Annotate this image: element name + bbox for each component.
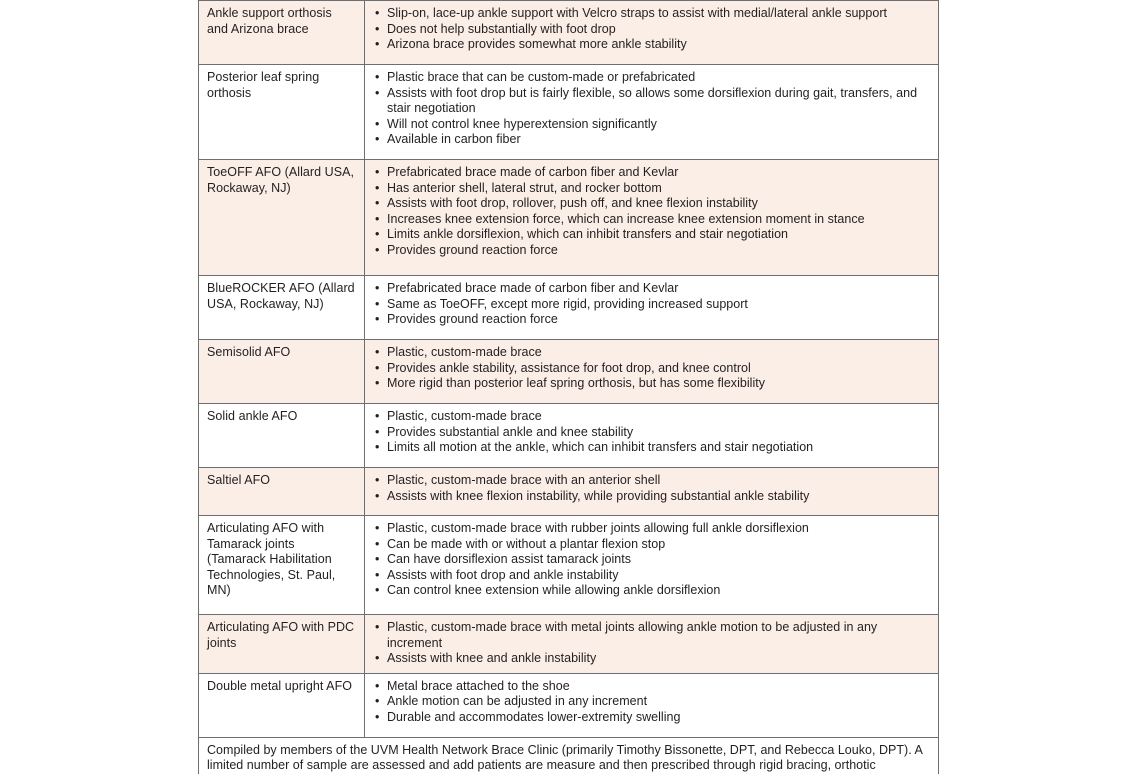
bullet-item <box>373 86 930 117</box>
device-name: Articulating AFO with PDC joints <box>207 620 355 650</box>
bullet-text: Arizona brace provides somewhat more ankle stability <box>387 37 687 52</box>
device-name: Articulating AFO with Tamarack joints (Tamarack Habilitation Technologies, St. Paul, MN) <box>207 521 336 597</box>
bullet-item <box>373 212 930 228</box>
device-name: Saltiel AFO <box>207 473 271 487</box>
bullet-item <box>373 694 930 710</box>
bullet-text: Plastic, custom-made brace with rubber joints allowing full ankle dorsiflexion <box>387 521 809 535</box>
device-cell <box>199 65 365 160</box>
bullet-dot-icon: • <box>375 694 380 709</box>
bullet-text: Will not control knee hyperextension significantly <box>387 116 657 131</box>
bullet-item <box>373 552 930 568</box>
table-row <box>199 673 939 737</box>
bullet-item <box>373 710 930 726</box>
description-cell <box>365 160 939 276</box>
bullet-dot-icon: • <box>375 21 380 36</box>
device-cell <box>199 276 365 340</box>
bullet-item <box>373 376 930 392</box>
device-cell <box>199 673 365 737</box>
table-row <box>199 340 939 404</box>
description-bullet-list <box>373 70 930 148</box>
bullet-item <box>373 651 930 667</box>
description-bullet-list <box>373 409 930 456</box>
bullet-item <box>373 620 930 651</box>
footnote-line-2: limited number of sample are assessed and add patients are measure and then prescribed through rigid bracing, orthotic <box>207 758 876 773</box>
bullet-dot-icon: • <box>375 296 380 311</box>
bullet-item <box>373 22 930 38</box>
device-name: Posterior leaf spring orthosis <box>207 70 320 100</box>
bullet-dot-icon: • <box>375 440 380 455</box>
bullet-text: Available in carbon fiber <box>387 132 521 147</box>
bullet-text: Can be made with or without a plantar flexion stop <box>387 536 666 551</box>
bullet-dot-icon: • <box>375 536 380 551</box>
bullet-dot-icon: • <box>375 6 380 20</box>
table-row <box>199 276 939 340</box>
bullet-text: Assists with foot drop but is fairly flexible, so allows some dorsiflexion during gait, transfers, and stair negotiation <box>387 85 918 116</box>
bullet-item <box>373 117 930 133</box>
bullet-dot-icon: • <box>375 360 380 375</box>
description-cell <box>365 65 939 160</box>
bullet-dot-icon: • <box>375 85 380 100</box>
footnote-cell <box>199 737 939 774</box>
bullet-item <box>373 196 930 212</box>
description-bullet-list <box>373 620 930 667</box>
bullet-text: Same as ToeOFF, except more rigid, providing increased support <box>387 296 748 311</box>
description-bullet-list <box>373 6 930 53</box>
bullet-dot-icon: • <box>375 165 380 179</box>
bullet-dot-icon: • <box>375 651 380 666</box>
bullet-dot-icon: • <box>375 709 380 724</box>
bullet-text: Metal brace attached to the shoe <box>387 678 570 693</box>
bullet-item <box>373 132 930 148</box>
bullet-text: Limits all motion at the ankle, which can inhibit transfers and stair negotiation <box>387 440 814 455</box>
bullet-text: Does not help substantially with foot drop <box>387 21 616 36</box>
footnote-line-1: Compiled by members of the UVM Health Network Brace Clinic (primarily Timothy Bissonette, DPT, and Rebecca Louko, DPT). A <box>207 742 923 757</box>
afo-comparison-table <box>198 0 939 774</box>
bullet-dot-icon: • <box>375 116 380 131</box>
bullet-text: Provides ankle stability, assistance for foot drop, and knee control <box>387 360 751 375</box>
bullet-item <box>373 425 930 441</box>
description-cell <box>365 516 939 615</box>
description-cell <box>365 468 939 516</box>
description-cell <box>365 404 939 468</box>
bullet-item <box>373 489 930 505</box>
bullet-text: Plastic, custom-made brace with metal joints allowing ankle motion to be adjusted in any increment <box>387 620 878 650</box>
bullet-text: Assists with knee flexion instability, while providing substantial ankle stability <box>387 488 810 503</box>
bullet-dot-icon: • <box>375 242 380 257</box>
description-cell <box>365 1 939 65</box>
device-cell <box>199 1 365 65</box>
device-name: ToeOFF AFO (Allard USA, Rockaway, NJ) <box>207 165 355 195</box>
bullet-dot-icon: • <box>375 180 380 195</box>
device-cell <box>199 468 365 516</box>
bullet-dot-icon: • <box>375 132 380 147</box>
bullet-item <box>373 537 930 553</box>
table-footnote-row <box>199 737 939 774</box>
bullet-dot-icon: • <box>375 37 380 52</box>
bullet-item <box>373 6 930 22</box>
bullet-text: Assists with foot drop, rollover, push off, and knee flexion instability <box>387 196 758 211</box>
bullet-dot-icon: • <box>375 473 380 487</box>
device-cell <box>199 160 365 276</box>
bullet-text: Has anterior shell, lateral strut, and rocker bottom <box>387 180 662 195</box>
description-bullet-list <box>373 473 930 504</box>
bullet-text: Can have dorsiflexion assist tamarack joints <box>387 552 632 567</box>
bullet-dot-icon: • <box>375 583 380 598</box>
bullet-item <box>373 297 930 313</box>
bullet-item <box>373 521 930 537</box>
bullet-dot-icon: • <box>375 227 380 242</box>
bullet-text: Limits ankle dorsiflexion, which can inhibit transfers and stair negotiation <box>387 227 789 242</box>
table-body <box>199 1 939 774</box>
table-row <box>199 404 939 468</box>
description-cell <box>365 615 939 674</box>
device-name: Solid ankle AFO <box>207 409 298 423</box>
description-cell <box>365 340 939 404</box>
bullet-item <box>373 568 930 584</box>
table-row <box>199 160 939 276</box>
device-cell <box>199 516 365 615</box>
description-bullet-list <box>373 165 930 259</box>
description-bullet-list <box>373 345 930 392</box>
bullet-item <box>373 243 930 259</box>
device-cell <box>199 340 365 404</box>
bullet-text: Prefabricated brace made of carbon fiber and Kevlar <box>387 281 679 295</box>
bullet-item <box>373 181 930 197</box>
bullet-dot-icon: • <box>375 376 380 391</box>
device-name: BlueROCKER AFO (Allard USA, Rockaway, NJ) <box>207 281 355 311</box>
bullet-dot-icon: • <box>375 521 380 535</box>
bullet-item <box>373 281 930 297</box>
bullet-text: Provides substantial ankle and knee stability <box>387 424 634 439</box>
table-container <box>198 0 938 774</box>
bullet-item <box>373 37 930 53</box>
bullet-text: Ankle motion can be adjusted in any increment <box>387 694 648 709</box>
bullet-text: Increases knee extension force, which can increase knee extension moment in stance <box>387 211 865 226</box>
bullet-dot-icon: • <box>375 488 380 503</box>
bullet-item <box>373 227 930 243</box>
bullet-text: Slip-on, lace-up ankle support with Velcro straps to assist with medial/lateral ankle support <box>387 6 888 20</box>
bullet-text: Can control knee extension while allowing ankle dorsiflexion <box>387 583 721 598</box>
bullet-item <box>373 583 930 599</box>
bullet-text: Prefabricated brace made of carbon fiber and Kevlar <box>387 165 679 179</box>
bullet-text: Plastic brace that can be custom-made or prefabricated <box>387 70 696 84</box>
bullet-text: Plastic, custom-made brace <box>387 345 542 359</box>
description-bullet-list <box>373 521 930 599</box>
bullet-item <box>373 409 930 425</box>
bullet-dot-icon: • <box>375 409 380 423</box>
bullet-dot-icon: • <box>375 70 380 84</box>
device-cell <box>199 404 365 468</box>
bullet-item <box>373 70 930 86</box>
description-cell <box>365 673 939 737</box>
table-row <box>199 468 939 516</box>
bullet-text: Assists with knee and ankle instability <box>387 651 597 666</box>
bullet-dot-icon: • <box>375 345 380 359</box>
bullet-text: Plastic, custom-made brace with an anterior shell <box>387 473 661 487</box>
description-bullet-list <box>373 679 930 726</box>
bullet-text: Plastic, custom-made brace <box>387 409 542 423</box>
bullet-dot-icon: • <box>375 552 380 567</box>
bullet-dot-icon: • <box>375 678 380 693</box>
table-row <box>199 615 939 674</box>
bullet-text: Durable and accommodates lower-extremity swelling <box>387 709 681 724</box>
bullet-text: More rigid than posterior leaf spring orthosis, but has some flexibility <box>387 376 766 391</box>
description-bullet-list <box>373 281 930 328</box>
bullet-text: Provides ground reaction force <box>387 312 558 327</box>
bullet-dot-icon: • <box>375 567 380 582</box>
table-row <box>199 1 939 65</box>
bullet-item <box>373 312 930 328</box>
device-name: Ankle support orthosis and Arizona brace <box>207 6 332 36</box>
device-cell <box>199 615 365 674</box>
table-row <box>199 516 939 615</box>
bullet-dot-icon: • <box>375 620 380 634</box>
bullet-item <box>373 440 930 456</box>
bullet-dot-icon: • <box>375 312 380 327</box>
bullet-text: Assists with foot drop and ankle instability <box>387 567 619 582</box>
bullet-item <box>373 473 930 489</box>
bullet-item <box>373 679 930 695</box>
description-cell <box>365 276 939 340</box>
bullet-item <box>373 165 930 181</box>
bullet-item <box>373 361 930 377</box>
bullet-dot-icon: • <box>375 281 380 295</box>
bullet-dot-icon: • <box>375 211 380 226</box>
bullet-item <box>373 345 930 361</box>
bullet-text: Provides ground reaction force <box>387 242 558 257</box>
device-name: Semisolid AFO <box>207 345 291 359</box>
bullet-dot-icon: • <box>375 196 380 211</box>
device-name: Double metal upright AFO <box>207 678 353 693</box>
table-row <box>199 65 939 160</box>
bullet-dot-icon: • <box>375 424 380 439</box>
